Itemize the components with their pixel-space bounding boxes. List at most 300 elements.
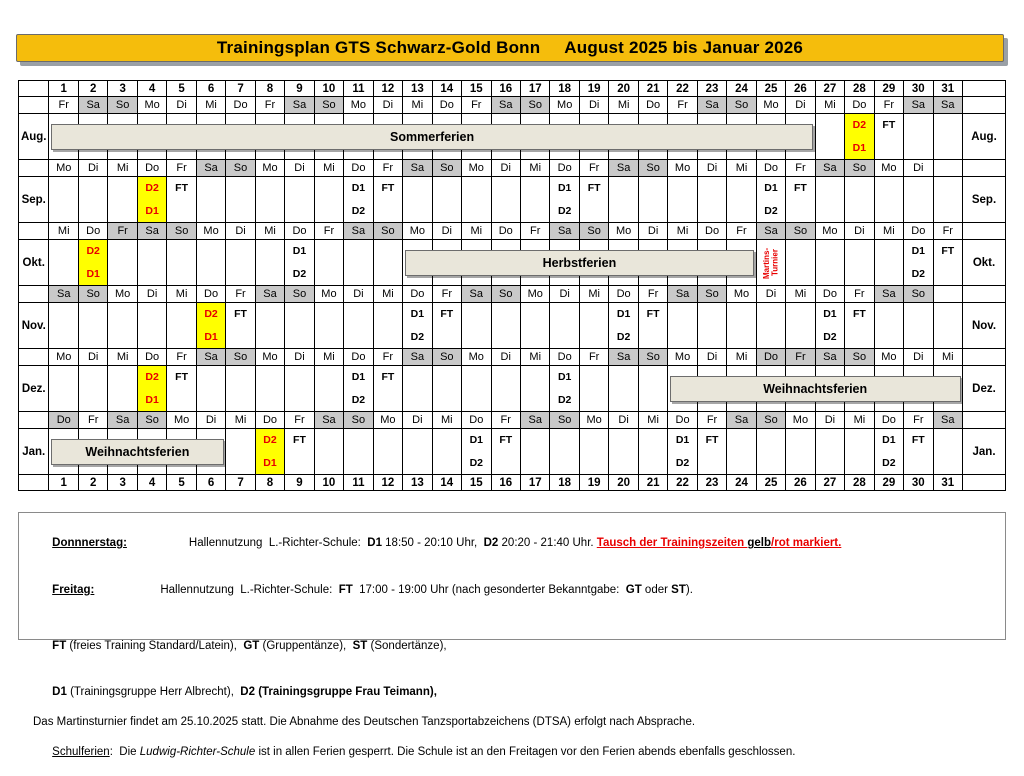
slot-cell-29[interactable] bbox=[874, 114, 903, 160]
dow-cell-8: Mi bbox=[255, 223, 284, 240]
session-upper: FT bbox=[440, 308, 454, 320]
slot-cell-28 bbox=[845, 177, 874, 223]
slot-cell-12[interactable] bbox=[373, 177, 402, 223]
day-number-14: 14 bbox=[432, 81, 461, 97]
slot-cell-20[interactable] bbox=[609, 303, 638, 349]
slot-cell-7[interactable] bbox=[226, 303, 255, 349]
slot-cell-31[interactable] bbox=[933, 240, 962, 286]
slot-cell-1 bbox=[49, 303, 78, 349]
day-number-4: 4 bbox=[137, 475, 166, 491]
legend-friday-label: Freitag: bbox=[52, 583, 95, 596]
session-lower: D2 bbox=[351, 393, 366, 406]
dow-cell-19: Fr bbox=[579, 160, 608, 177]
legend-gt-code: GT bbox=[625, 583, 642, 596]
title-banner bbox=[16, 34, 1008, 66]
dow-cell-18: Do bbox=[550, 160, 579, 177]
dow-cell-21: Do bbox=[638, 97, 667, 114]
dow-cell-18: Sa bbox=[550, 223, 579, 240]
slot-cell-1 bbox=[49, 240, 78, 286]
legend-st-code: ST bbox=[671, 583, 686, 596]
slot-cell-22[interactable] bbox=[668, 429, 697, 475]
month-corner bbox=[963, 412, 1006, 429]
slot-cell-18 bbox=[550, 303, 579, 349]
session-slot bbox=[167, 177, 195, 222]
day-number-14: 14 bbox=[432, 475, 461, 491]
month-corner bbox=[963, 97, 1006, 114]
legend-friday-text-a: Hallennutzung L.-Richter-Schule: bbox=[160, 583, 339, 596]
dow-cell-17: Mo bbox=[520, 286, 549, 303]
day-number-9: 9 bbox=[285, 475, 314, 491]
slot-cell-17 bbox=[520, 303, 549, 349]
legend-abbr-d2-text: (Trainingsgruppe Frau Teimann), bbox=[255, 685, 437, 698]
slot-cell-26 bbox=[786, 240, 815, 286]
slot-cell-5[interactable] bbox=[167, 177, 196, 223]
day-number-20: 20 bbox=[609, 475, 638, 491]
session-slot bbox=[344, 177, 372, 222]
dow-cell-26: Fr bbox=[786, 160, 815, 177]
slot-cell-10 bbox=[314, 177, 343, 223]
slot-cell-28 bbox=[845, 429, 874, 475]
session-slot bbox=[609, 303, 637, 348]
slot-cell-2 bbox=[78, 177, 107, 223]
legend-abbr-ft-text: (freies Training Standard/Latein), bbox=[66, 640, 244, 653]
dow-cell-25: Sa bbox=[756, 223, 785, 240]
session-upper: D2 bbox=[204, 308, 218, 320]
dow-cell-25: Do bbox=[756, 349, 785, 366]
slot-cell-9 bbox=[285, 303, 314, 349]
holiday-banner-weihnachtsferien: Weihnachtsferien bbox=[51, 439, 224, 465]
dow-cell-17: So bbox=[520, 97, 549, 114]
dow-cell-27: Sa bbox=[815, 160, 844, 177]
day-number-30: 30 bbox=[904, 475, 933, 491]
slot-cell-20 bbox=[609, 429, 638, 475]
session-slot bbox=[786, 177, 814, 222]
slot-cell-11[interactable] bbox=[344, 366, 373, 412]
month-row-sep bbox=[19, 177, 1006, 223]
slot-cell-21[interactable] bbox=[638, 303, 667, 349]
slot-cell-10 bbox=[314, 429, 343, 475]
month-corner bbox=[963, 286, 1006, 303]
slot-cell-27[interactable] bbox=[815, 303, 844, 349]
session-upper: D1 bbox=[351, 371, 366, 383]
session-slot bbox=[138, 177, 166, 222]
dow-cell-19: Mi bbox=[579, 286, 608, 303]
day-number-25: 25 bbox=[756, 81, 785, 97]
dow-cell-16: So bbox=[491, 286, 520, 303]
slot-cell-8[interactable] bbox=[255, 429, 284, 475]
slot-cell-19 bbox=[579, 366, 608, 412]
legend-friday-text-c: oder bbox=[641, 583, 672, 596]
legend-abbr-ft: FT bbox=[52, 640, 67, 653]
legend-d1-code: D1 bbox=[367, 537, 382, 550]
dow-cell-21: So bbox=[638, 160, 667, 177]
slot-cell-15 bbox=[462, 177, 491, 223]
dow-cell-8: Sa bbox=[255, 286, 284, 303]
day-number-5: 5 bbox=[167, 475, 196, 491]
session-slot bbox=[875, 114, 903, 159]
slot-cell-21 bbox=[638, 366, 667, 412]
dow-cell-24: Mo bbox=[727, 286, 756, 303]
session-upper: D1 bbox=[675, 434, 690, 446]
day-number-8: 8 bbox=[255, 475, 284, 491]
slot-cell-14[interactable] bbox=[432, 303, 461, 349]
session-lower: D2 bbox=[764, 204, 778, 217]
dow-cell-15: Fr bbox=[462, 97, 491, 114]
legend-schulferien-text-b: ist in allen Ferien gesperrt. Die Schule ist an den Freitagen vor den Ferien abends ebenfalls geschlossen. bbox=[255, 746, 796, 759]
session-lower: D1 bbox=[204, 330, 218, 343]
dow-cell-27: Sa bbox=[815, 349, 844, 366]
dow-cell-13: Sa bbox=[403, 160, 432, 177]
legend-schulferien-line bbox=[33, 730, 991, 776]
day-number-footer-row bbox=[19, 475, 1006, 491]
slot-cell-30[interactable] bbox=[904, 240, 933, 286]
dow-cell-9: Di bbox=[285, 349, 314, 366]
day-number-31: 31 bbox=[933, 81, 962, 97]
slot-cell-31 bbox=[933, 177, 962, 223]
month-label-left: Aug. bbox=[19, 114, 49, 160]
day-number-12: 12 bbox=[373, 81, 402, 97]
dow-cell-20: Mo bbox=[609, 223, 638, 240]
dow-cell-28: Fr bbox=[845, 286, 874, 303]
month-row-nov bbox=[19, 303, 1006, 349]
legend-ft-code: FT bbox=[338, 583, 353, 596]
day-number-15: 15 bbox=[462, 81, 491, 97]
slot-cell-5 bbox=[167, 240, 196, 286]
session-lower: D2 bbox=[469, 456, 483, 469]
session-slot bbox=[904, 429, 932, 474]
session-slot bbox=[285, 429, 313, 474]
dow-cell-12: Di bbox=[373, 97, 402, 114]
session-slot bbox=[374, 177, 402, 222]
dow-cell-30: So bbox=[904, 286, 933, 303]
slot-cell-1 bbox=[49, 366, 78, 412]
dow-cell-28: Do bbox=[845, 97, 874, 114]
dow-cell-29: Fr bbox=[874, 97, 903, 114]
dow-cell-26: So bbox=[786, 223, 815, 240]
session-slot bbox=[403, 303, 431, 348]
slot-cell-20 bbox=[609, 366, 638, 412]
month-label-left: Sep. bbox=[19, 177, 49, 223]
legend-abbr-d1-text: (Trainingsgruppe Herr Albrecht), bbox=[66, 685, 241, 698]
day-number-19: 19 bbox=[579, 81, 608, 97]
dow-cell-20: Do bbox=[609, 286, 638, 303]
dow-cell-4: Di bbox=[137, 286, 166, 303]
dow-cell-24: So bbox=[727, 97, 756, 114]
dow-cell-16: Di bbox=[491, 349, 520, 366]
legend-thursday-text: Hallennutzung L.-Richter-Schule: bbox=[188, 537, 368, 550]
dow-cell-22: Sa bbox=[668, 286, 697, 303]
dow-cell-18: Di bbox=[550, 286, 579, 303]
dow-cell-31: Sa bbox=[933, 97, 962, 114]
dow-cell-23: Di bbox=[697, 160, 726, 177]
dow-cell-7: Di bbox=[226, 223, 255, 240]
slot-cell-16 bbox=[491, 303, 520, 349]
legend-abbr-d1: D1 bbox=[52, 685, 67, 698]
session-slot bbox=[433, 303, 461, 348]
day-number-1: 1 bbox=[49, 475, 78, 491]
day-number-31: 31 bbox=[933, 475, 962, 491]
dow-cell-5: Di bbox=[167, 97, 196, 114]
session-upper: FT bbox=[381, 371, 395, 383]
slot-cell-9[interactable] bbox=[285, 429, 314, 475]
slot-cell-16 bbox=[491, 366, 520, 412]
dow-cell-31: Sa bbox=[933, 412, 962, 429]
dow-cell-13: Mi bbox=[403, 97, 432, 114]
dow-cell-10: Mi bbox=[314, 349, 343, 366]
slot-cell-26[interactable] bbox=[786, 177, 815, 223]
slot-cell-24 bbox=[727, 177, 756, 223]
slot-cell-29 bbox=[874, 240, 903, 286]
day-number-26: 26 bbox=[786, 475, 815, 491]
dow-cell-8: Mo bbox=[255, 349, 284, 366]
legend-friday-line bbox=[33, 568, 991, 614]
slot-cell-6 bbox=[196, 177, 225, 223]
session-slot bbox=[757, 177, 785, 222]
dow-cell-31 bbox=[933, 160, 962, 177]
dow-cell-28: Di bbox=[845, 223, 874, 240]
slot-cell-11 bbox=[344, 429, 373, 475]
day-number-6: 6 bbox=[196, 475, 225, 491]
slot-cell-5[interactable] bbox=[167, 366, 196, 412]
slot-cell-2[interactable] bbox=[78, 240, 107, 286]
day-number-19: 19 bbox=[579, 475, 608, 491]
day-number-21: 21 bbox=[638, 475, 667, 491]
dow-cell-7: Fr bbox=[226, 286, 255, 303]
legend-d1-time: 18:50 - 20:10 Uhr, bbox=[381, 537, 484, 550]
legend-schulferien-text-a: : Die bbox=[109, 746, 140, 759]
dow-cell-14: Di bbox=[432, 223, 461, 240]
dow-cell-7: So bbox=[226, 349, 255, 366]
dow-cell-8: Fr bbox=[255, 97, 284, 114]
slot-cell-23[interactable] bbox=[697, 429, 726, 475]
dow-cell-12: Fr bbox=[373, 160, 402, 177]
slot-cell-13[interactable] bbox=[403, 303, 432, 349]
day-number-2: 2 bbox=[78, 81, 107, 97]
dow-cell-16: Di bbox=[491, 160, 520, 177]
month-corner bbox=[963, 223, 1006, 240]
dow-cell-31: Mi bbox=[933, 349, 962, 366]
slot-cell-12 bbox=[373, 303, 402, 349]
slot-cell-12 bbox=[373, 240, 402, 286]
slot-cell-18[interactable] bbox=[550, 366, 579, 412]
slot-cell-28[interactable] bbox=[845, 114, 874, 160]
dow-cell-3: Sa bbox=[108, 412, 137, 429]
dow-cell-17: Mi bbox=[520, 160, 549, 177]
dow-cell-9: So bbox=[285, 286, 314, 303]
legend-swap-note-red-2: /rot markiert. bbox=[771, 537, 842, 550]
dow-cell-16: Fr bbox=[491, 412, 520, 429]
dow-cell-23: Do bbox=[697, 223, 726, 240]
dow-cell-27: Do bbox=[815, 286, 844, 303]
session-lower: D1 bbox=[86, 267, 100, 280]
session-slot bbox=[816, 303, 844, 348]
day-number-23: 23 bbox=[697, 475, 726, 491]
dow-cell-4: Do bbox=[137, 160, 166, 177]
dow-cell-20: Di bbox=[609, 412, 638, 429]
slot-cell-15[interactable] bbox=[462, 429, 491, 475]
slot-cell-7 bbox=[226, 240, 255, 286]
month-corner bbox=[19, 349, 49, 366]
slot-cell-28 bbox=[845, 240, 874, 286]
dow-cell-22: Mo bbox=[668, 349, 697, 366]
slot-cell-25 bbox=[756, 303, 785, 349]
slot-cell-27 bbox=[815, 240, 844, 286]
slot-cell-13 bbox=[403, 366, 432, 412]
slot-cell-10 bbox=[314, 303, 343, 349]
dow-cell-25: So bbox=[756, 412, 785, 429]
session-upper: D1 bbox=[557, 182, 572, 194]
slot-cell-18[interactable] bbox=[550, 177, 579, 223]
dow-cell-2: Sa bbox=[78, 97, 107, 114]
month-label-left: Dez. bbox=[19, 366, 49, 412]
dow-cell-22: Mo bbox=[668, 160, 697, 177]
slot-cell-4[interactable] bbox=[137, 366, 166, 412]
legend-thursday-label: Donnnerstag: bbox=[52, 537, 127, 550]
legend-d2-time: 20:20 - 21:40 Uhr. bbox=[498, 537, 597, 550]
session-slot bbox=[79, 240, 107, 285]
slot-cell-24 bbox=[727, 303, 756, 349]
slot-cell-25[interactable] bbox=[756, 177, 785, 223]
session-slot bbox=[550, 366, 578, 411]
day-number-13: 13 bbox=[403, 81, 432, 97]
session-upper: FT bbox=[794, 182, 807, 194]
dow-cell-9: Do bbox=[285, 223, 314, 240]
slot-cell-6[interactable] bbox=[196, 303, 225, 349]
slot-cell-29 bbox=[874, 177, 903, 223]
session-lower: D2 bbox=[882, 456, 896, 469]
day-number-28: 28 bbox=[845, 81, 874, 97]
dow-cell-18: Do bbox=[550, 349, 579, 366]
dow-cell-27: Mo bbox=[815, 223, 844, 240]
slot-cell-27 bbox=[815, 429, 844, 475]
dow-cell-5: So bbox=[167, 223, 196, 240]
legend-box bbox=[18, 512, 1006, 759]
slot-cell-9[interactable] bbox=[285, 240, 314, 286]
session-upper: D2 bbox=[86, 245, 100, 257]
legend-abbr-st: ST bbox=[352, 640, 368, 653]
dow-cell-1: Do bbox=[49, 412, 78, 429]
dow-cell-5: Fr bbox=[167, 160, 196, 177]
slot-cell-12[interactable] bbox=[373, 366, 402, 412]
month-corner bbox=[19, 223, 49, 240]
day-number-6: 6 bbox=[196, 81, 225, 97]
dow-row-sep bbox=[19, 160, 1006, 177]
dow-cell-7: So bbox=[226, 160, 255, 177]
dow-cell-18: Mo bbox=[550, 97, 579, 114]
month-label-right: Dez. bbox=[963, 366, 1006, 412]
dow-cell-4: Mo bbox=[137, 97, 166, 114]
session-slot bbox=[904, 240, 932, 285]
session-upper: FT bbox=[175, 371, 188, 383]
session-slot bbox=[934, 240, 962, 285]
slot-cell-27 bbox=[815, 177, 844, 223]
slot-cell-29[interactable] bbox=[874, 429, 903, 475]
dow-cell-24: Sa bbox=[727, 412, 756, 429]
slot-cell-13 bbox=[403, 177, 432, 223]
slot-cell-3 bbox=[108, 303, 137, 349]
dow-cell-26: Di bbox=[786, 97, 815, 114]
dow-cell-29: Mo bbox=[874, 160, 903, 177]
dow-cell-7: Do bbox=[226, 97, 255, 114]
session-lower: D2 bbox=[823, 330, 837, 343]
holiday-banner-weihnachtsferien: Weihnachtsferien bbox=[670, 376, 961, 402]
slot-cell-22 bbox=[668, 303, 697, 349]
slot-cell-4 bbox=[137, 303, 166, 349]
legend-abbr-st-text: (Sondertänze), bbox=[367, 640, 447, 653]
month-label-right: Jan. bbox=[963, 429, 1006, 475]
slot-cell-28[interactable] bbox=[845, 303, 874, 349]
dow-cell-10: Fr bbox=[314, 223, 343, 240]
dow-cell-31: Fr bbox=[933, 223, 962, 240]
dow-cell-28: Mi bbox=[845, 412, 874, 429]
dow-cell-12: So bbox=[373, 223, 402, 240]
dow-cell-23: Di bbox=[697, 349, 726, 366]
session-slot bbox=[580, 177, 608, 222]
session-upper: D1 bbox=[469, 434, 483, 446]
session-upper: D1 bbox=[410, 308, 425, 320]
corner-cell bbox=[19, 81, 49, 97]
month-corner bbox=[963, 349, 1006, 366]
slot-cell-19[interactable] bbox=[579, 177, 608, 223]
dow-cell-6: Mo bbox=[196, 223, 225, 240]
session-lower: D2 bbox=[675, 456, 690, 469]
slot-cell-11[interactable] bbox=[344, 177, 373, 223]
session-upper: FT bbox=[941, 245, 955, 257]
dow-cell-11: So bbox=[344, 412, 373, 429]
session-upper: D1 bbox=[823, 308, 837, 320]
note-cell-25 bbox=[756, 240, 785, 286]
dow-cell-6: Sa bbox=[196, 349, 225, 366]
dow-cell-15: Sa bbox=[462, 286, 491, 303]
slot-cell-17 bbox=[520, 366, 549, 412]
session-lower: D2 bbox=[557, 204, 572, 217]
dow-cell-14: Mi bbox=[432, 412, 461, 429]
dow-cell-5: Mo bbox=[167, 412, 196, 429]
slot-cell-30[interactable] bbox=[904, 429, 933, 475]
session-upper: FT bbox=[852, 308, 866, 320]
dow-cell-24: Mi bbox=[727, 349, 756, 366]
session-slot bbox=[344, 366, 372, 411]
day-number-27: 27 bbox=[815, 475, 844, 491]
slot-cell-16[interactable] bbox=[491, 429, 520, 475]
day-number-17: 17 bbox=[520, 475, 549, 491]
dow-cell-10: Mi bbox=[314, 160, 343, 177]
dow-cell-25: Do bbox=[756, 160, 785, 177]
dow-cell-16: Sa bbox=[491, 97, 520, 114]
dow-cell-27: Mi bbox=[815, 97, 844, 114]
slot-cell-6 bbox=[196, 240, 225, 286]
day-number-13: 13 bbox=[403, 475, 432, 491]
dow-cell-2: Di bbox=[78, 349, 107, 366]
dow-cell-3: So bbox=[108, 97, 137, 114]
day-number-2: 2 bbox=[78, 475, 107, 491]
slot-cell-11 bbox=[344, 240, 373, 286]
dow-row-aug bbox=[19, 97, 1006, 114]
dow-cell-29: Mo bbox=[874, 349, 903, 366]
day-number-4: 4 bbox=[137, 81, 166, 97]
month-label-left: Nov. bbox=[19, 303, 49, 349]
session-upper: FT bbox=[234, 308, 247, 320]
dow-cell-21: So bbox=[638, 349, 667, 366]
dow-cell-6: Di bbox=[196, 412, 225, 429]
dow-cell-1: Mo bbox=[49, 349, 78, 366]
day-number-16: 16 bbox=[491, 81, 520, 97]
martins-turnier-note: Martins- Turnier bbox=[761, 246, 779, 279]
slot-cell-4[interactable] bbox=[137, 177, 166, 223]
dow-cell-13: Di bbox=[403, 412, 432, 429]
dow-cell-1: Mi bbox=[49, 223, 78, 240]
session-slot bbox=[256, 429, 284, 474]
